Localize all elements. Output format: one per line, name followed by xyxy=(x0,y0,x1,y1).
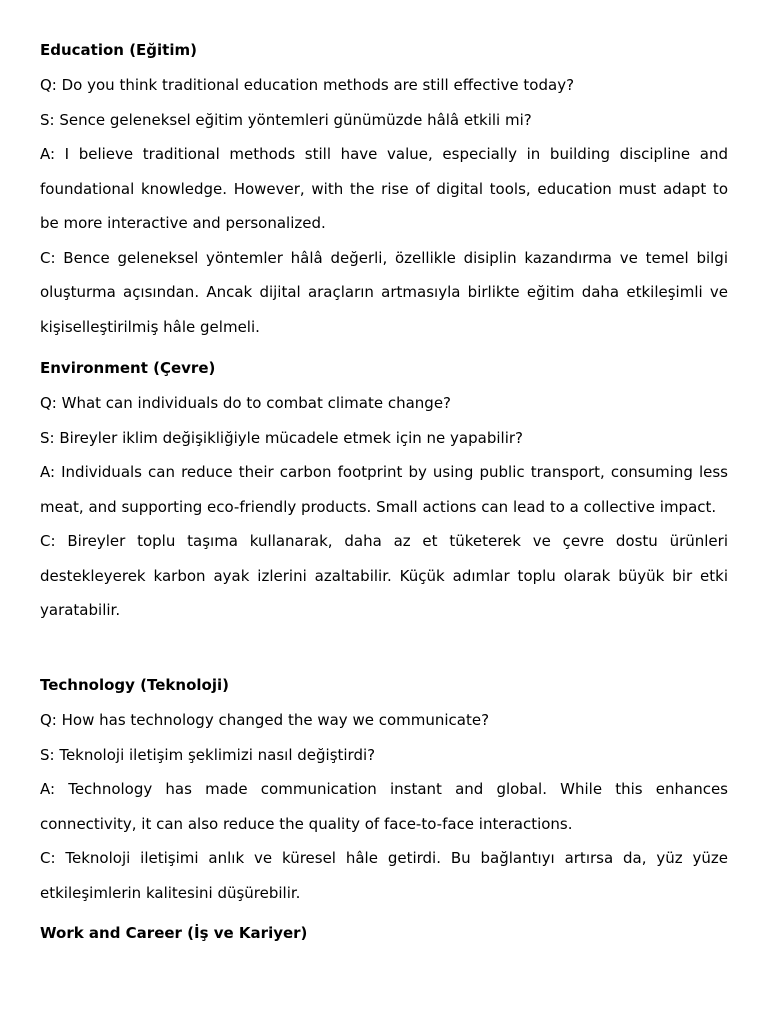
answer-english: A: Individuals can reduce their carbon footprint by using public transport, consuming less meat, and supporting eco-friendly products. Small actions can lead to a collective impact. xyxy=(40,463,728,516)
section-work-career xyxy=(40,923,728,943)
section-environment xyxy=(40,358,728,628)
answer-turkish: C: Bence geleneksel yöntemler hâlâ değerli, özellikle disiplin kazandırma ve temel bilgi oluşturma açısından. Ancak dijital araçların artmasıyla birlikte eğitim daha etkileşimli ve kişiselleştirilmiş hâle gelmeli. xyxy=(40,248,728,336)
question-turkish: S: Sence geleneksel eğitim yöntemleri günümüzde hâlâ etkili mi? xyxy=(40,110,532,129)
answer-turkish: C: Bireyler toplu taşıma kullanarak, daha az et tüketerek ve çevre dostu ürünleri destekleyerek karbon ayak izlerini azaltabilir. Küçük adımlar toplu olarak büyük bir etki yaratabilir. xyxy=(40,532,728,619)
section-heading: Work and Career (İş ve Kariyer) xyxy=(40,924,308,942)
question-turkish: S: Teknoloji iletişim şeklimizi nasıl değiştirdi? xyxy=(40,745,376,764)
section-education xyxy=(40,40,728,344)
section-heading: Technology (Teknoloji) xyxy=(40,676,229,694)
question-english: Q: Do you think traditional education methods are still effective today? xyxy=(40,76,575,94)
question-english: Q: How has technology changed the way we communicate? xyxy=(40,711,490,729)
section-technology xyxy=(40,675,728,910)
answer-english: A: I believe traditional methods still have value, especially in building discipline and foundational knowledge. However, with the rise of digital tools, education must adapt to be more interactive and personalized. xyxy=(40,145,728,232)
question-english: Q: What can individuals do to combat climate change? xyxy=(40,394,452,412)
answer-turkish: C: Teknoloji iletişimi anlık ve küresel hâle getirdi. Bu bağlantıyı artırsa da, yüz yüze etkileşimlerin kalitesini düşürebilir. xyxy=(40,849,728,902)
section-heading: Environment (Çevre) xyxy=(40,359,216,377)
question-turkish: S: Bireyler iklim değişikliğiyle mücadele etmek için ne yapabilir? xyxy=(40,428,523,447)
answer-english: A: Technology has made communication instant and global. While this enhances connectivity, it can also reduce the quality of face-to-face interactions. xyxy=(40,780,728,833)
section-heading: Education (Eğitim) xyxy=(40,41,197,59)
